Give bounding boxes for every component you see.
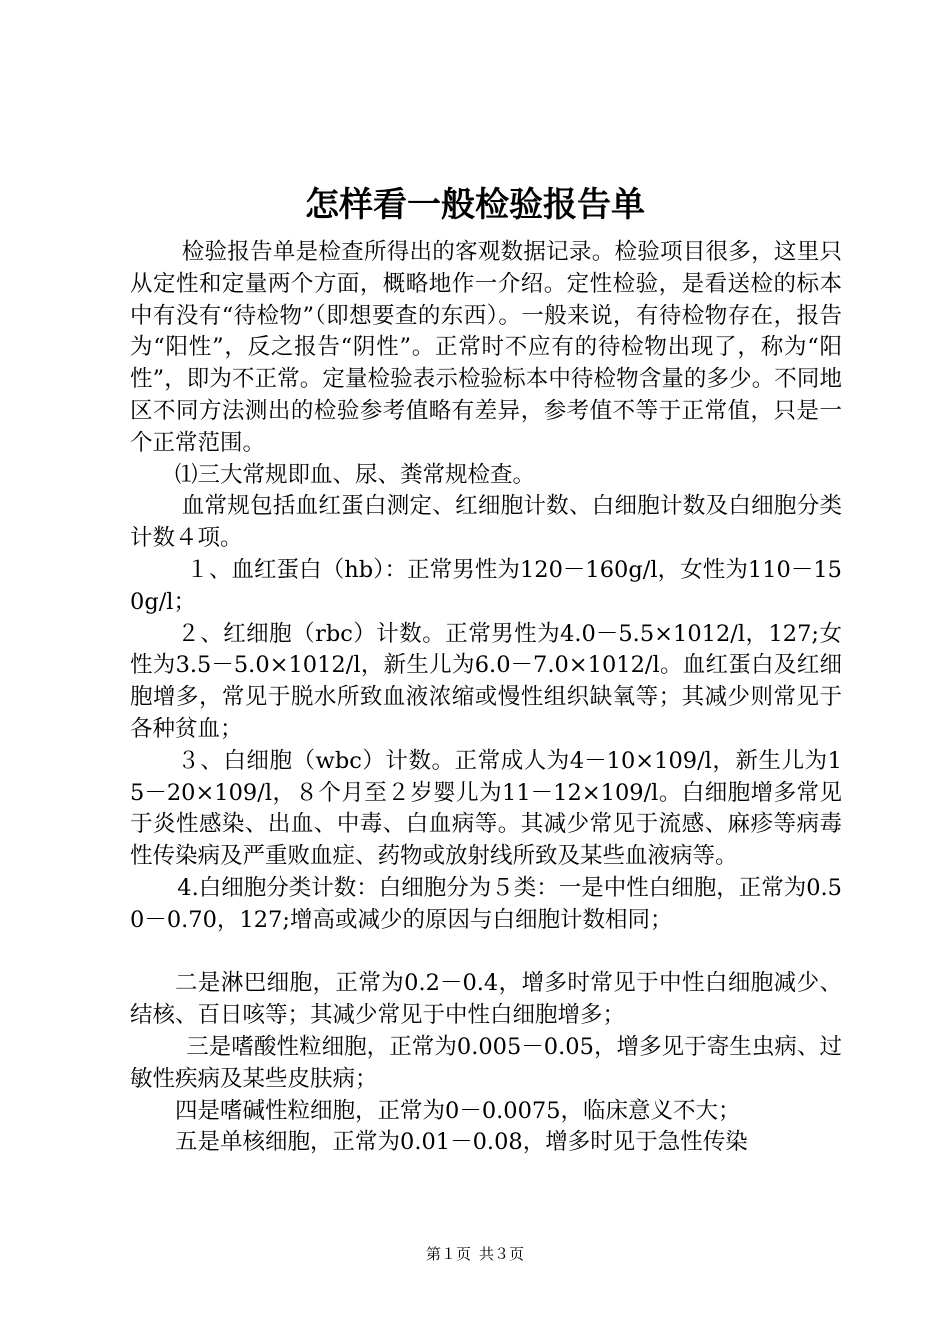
paragraph-monocyte: 五是单核细胞，正常为0.01－0.08，增多时见于急性传染: [175, 1129, 748, 1156]
page-total: 共３页: [479, 1245, 525, 1263]
paragraph-rbc: ２、红细胞（rbc）计数。正常男性为4.0－5.5×1012/l，127;女性为3.5－5.0×1012/l，新生儿为6.0－7.0×1012/l。血红蛋白及红细胞增多，常见于脱水所致血液浓缩或慢性组织缺氧等；其减少则常见于各种贫血；: [130, 620, 842, 742]
paragraph-hemoglobin: １、血红蛋白（hb）：正常男性为120－160g/l，女性为110－150g/l；: [130, 556, 842, 615]
paragraph-spacer: [130, 937, 842, 969]
paragraph-basophil: 四是嗜碱性粒细胞，正常为0－0.0075，临床意义不大；: [175, 1097, 741, 1124]
page-footer: [0, 1244, 950, 1264]
paragraph-wbc: ３、白细胞（wbc）计数。正常成人为4－10×109/l，新生儿为15－20×109/l，８个月至２岁婴儿为11－12×109/l。白细胞增多常见于炎性感染、出血、中毒、白血病等。其减少常见于流感、麻疹等病毒性传染病及严重败血症、药物或放射线所致及某些血液病等。: [130, 747, 842, 870]
paragraph-lymphocyte: 二是淋巴细胞，正常为0.2－0.4，增多时常见于中性白细胞减少、结核、百日咳等；其减少常见于中性白细胞增多；: [130, 970, 842, 1029]
document-body: [130, 237, 842, 1159]
paragraph-intro: 检验报告单是检查所得出的客观数据记录。检验项目很多，这里只从定性和定量两个方面，概略地作一介绍。定性检验，是看送检的标本中有没有“待检物”（即想要查的东西）。一般来说，有待检物存在，报告为“阳性”，反之报告“阴性”。正常时不应有的待检物出现了，称为“阳性”，即为不正常。定量检验表示检验标本中待检物含量的多少。不同地区不同方法测出的检验参考值略有差异，参考值不等于正常值，只是一个正常范围。: [130, 239, 842, 456]
page-number: 第１页: [425, 1245, 471, 1263]
document-title: 怎样看一般检验报告单: [305, 185, 645, 225]
paragraph-eosinophil: 三是嗜酸性粒细胞，正常为0.005－0.05，增多见于寄生虫病、过敏性疾病及某些皮肤病；: [130, 1033, 842, 1092]
paragraph-blood-routine: 血常规包括血红蛋白测定、红细胞计数、白细胞计数及白细胞分类计数４项。: [130, 493, 842, 552]
paragraph-three-routines: ⑴三大常规即血、尿、粪常规检查。: [175, 461, 536, 488]
paragraph-wbc-differential: 4.白细胞分类计数：白细胞分为５类：一是中性白细胞，正常为0.50－0.70，127;增高或减少的原因与白细胞计数相同；: [130, 874, 843, 933]
